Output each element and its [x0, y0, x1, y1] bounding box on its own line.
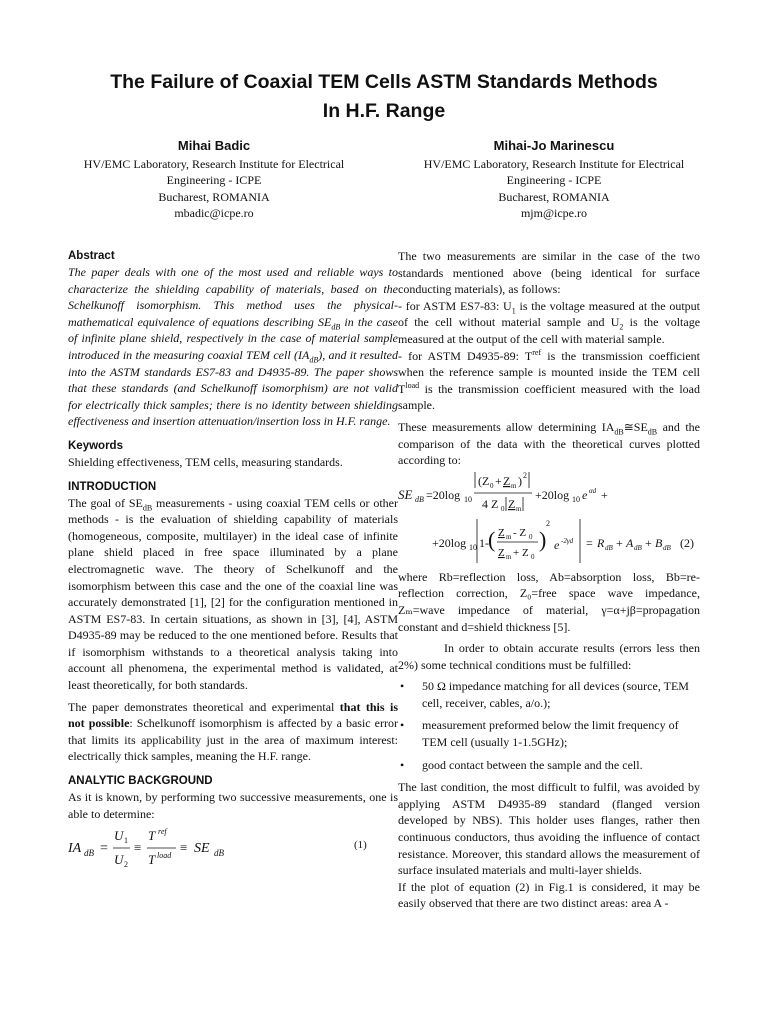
right-paragraph-7: The last condition, the most difficult to fulfil, was avoided by applying ASTM D4935-89 standard (flanged version developed by NBS). This holder uses flanges, rather then continuous conductors, thus avoiding the influence of contact resistance. Moreover, this standard allows the measurement of surface insulated materials and multi-layer shields.	[398, 780, 700, 878]
conditions-list	[398, 678, 700, 773]
svg-text:=20log: =20log	[426, 487, 461, 502]
svg-text:dB: dB	[634, 543, 642, 552]
svg-text:): )	[539, 526, 547, 552]
svg-text:+: +	[645, 535, 652, 550]
introduction-paragraph-1: The goal of $SE_{dB}$ measurements - using coaxial TEM cells or other methods - is the evaluation of shielding capability of materials (homogeneous, composite, multilayer) in the ideal case of infinite plane shield placed in free space illuminated by a plane electromagnetic wave. The theory of Schelkunoff and the isomorphism between this case and the one of the coaxial line was accurately demonstrated [1], [2] for the configuration mentioned in ASTM ES7-83. In certain situations, as shown in [3], [4], ASTM D4935-89 may be reduced to the one mentioned before. Results that if isomorphism withstands to a theoretical analysis taking into account all phenomena, the experimental method is validated, at least theoretically, for both standards.	[68, 495, 398, 693]
title-line-1: The Failure of Coaxial TEM Cells ASTM Standards Methods	[110, 71, 658, 93]
keywords-text: Shielding effectiveness, TEM cells, measuring standards.	[68, 454, 343, 469]
svg-text:≡: ≡	[180, 840, 188, 856]
svg-text:m: m	[516, 504, 522, 513]
svg-text:m: m	[506, 532, 512, 541]
svg-text:SE: SE	[398, 486, 413, 502]
svg-text:0: 0	[501, 504, 505, 513]
right-paragraph-3: - for ASTM D4935-89: $T^{ref}$ is the transmission coefficient when the reference sample is mounted inside the TEM cell $T^{load}$ is the transmission coefficient measured with the load sample.	[398, 347, 700, 413]
svg-text:m: m	[511, 481, 517, 490]
equation-1-number: (1)	[354, 839, 367, 852]
abstract-text: The paper deals with one of the most used and reliable ways to characterize the shielding capability of materials, based on the Schelkunoff isomorphism. This method uses the physical-mathematical equivalence of equations describing $SE_{dB}$ in the case of infinite plane shield, respectively in the case of material sample introduced in the measuring coaxial TEM cell $(IA_{dB})$, and it resulted into the ASTM standards ES7-83 and D4935-89. The paper shows that these standards (and Schelkunoff isomorphism) are not valid for electrically thick samples; there is no identity between shielding effectiveness and insertion attenuation/insertion loss in H.F. range.	[68, 265, 398, 429]
left-column	[68, 248, 398, 870]
svg-text:+20log: +20log	[432, 535, 467, 550]
svg-text:m: m	[506, 552, 512, 561]
paper-title	[60, 68, 708, 126]
author-affiliation: HV/EMC Laboratory, Research Institute for Electrical	[83, 157, 345, 171]
svg-text:dB: dB	[415, 494, 424, 504]
svg-text:Z: Z	[508, 496, 516, 511]
bullet-icon: •	[400, 679, 405, 694]
svg-text:0: 0	[531, 552, 535, 561]
equation-2-graphic	[398, 469, 700, 569]
svg-text:Z: Z	[498, 526, 505, 539]
introduction-paragraph-2: The paper demonstrates theoretical and experimental that this is not possible: Schelkunoff isomorphism is affected by a basic error that limits its applicability just in the area of maximum interest: electrically thick samples, meaning the H.F. range.	[68, 699, 398, 764]
svg-text:SE: SE	[194, 841, 210, 857]
introduction-heading: INTRODUCTION	[68, 480, 157, 493]
svg-text:2: 2	[546, 518, 550, 528]
author-affiliation-2: Engineering - ICPE	[166, 173, 262, 188]
svg-text:R: R	[597, 535, 605, 550]
svg-text:10: 10	[464, 494, 472, 504]
author-name: Mihai-Jo Marinescu	[493, 138, 615, 153]
svg-text:U: U	[114, 828, 124, 844]
svg-text:+: +	[495, 473, 502, 488]
svg-text:A: A	[626, 535, 634, 550]
author-email[interactable]: mbadic@icpe.ro	[174, 205, 254, 220]
right-paragraph-6: In order to obtain accurate results (errors less then 2%) some technical conditions must be fulfilled:	[398, 641, 700, 672]
bullet-icon: •	[400, 718, 405, 733]
svg-text:e: e	[554, 537, 560, 552]
list-item: • good contact between the sample and the cell.	[400, 757, 643, 772]
svg-text:B: B	[655, 535, 663, 550]
right-paragraph-4: These measurements allow determining $IA_{dB}≅SE_{dB}$ and the comparison of the data with the theoretical curves plotted according to:	[398, 419, 700, 468]
equation-2	[398, 469, 700, 569]
keywords-heading: Keywords	[68, 439, 123, 452]
author-affiliation: HV/EMC Laboratory, Research Institute for Electrical	[423, 157, 685, 171]
svg-text:dB: dB	[84, 848, 94, 859]
svg-text:4 Z: 4 Z	[482, 496, 499, 511]
svg-text:IA: IA	[68, 841, 82, 857]
author-email[interactable]: mjm@icpe.ro	[520, 205, 588, 220]
svg-text:-2γd: -2γd	[561, 536, 574, 545]
svg-text:0: 0	[490, 481, 494, 490]
svg-text:load: load	[157, 851, 172, 861]
svg-text:=: =	[100, 841, 108, 857]
author-block-2	[394, 136, 714, 221]
analytic-paragraph: As it is known, by performing two successive measurements, one is able to determine:	[68, 790, 398, 821]
equation-1	[68, 822, 398, 870]
equation-1-graphic	[68, 822, 398, 870]
svg-text:+: +	[601, 487, 608, 502]
svg-text:dB: dB	[663, 543, 671, 552]
svg-text:2: 2	[124, 860, 128, 870]
author-city: Bucharest, ROMANIA	[158, 189, 270, 204]
svg-text:=: =	[586, 535, 593, 550]
right-paragraph-8: If the plot of equation (2) in Fig.1 is considered, it may be easily observed that there are two distinct areas: area A -	[398, 879, 700, 911]
svg-text:+ Z: + Z	[513, 546, 529, 559]
svg-text:e: e	[582, 487, 588, 502]
svg-text:2: 2	[523, 470, 527, 480]
svg-text:≡: ≡	[134, 840, 142, 856]
right-paragraph-5: where Rb=reflection loss, Ab=absorption loss, Bb=re-reflection correction, Z₀=free space wave impedance, Zₘ=wave impedance of material, γ=α+jβ=propagation constant and d=shield thickness [5].	[398, 569, 700, 634]
right-column	[398, 248, 700, 912]
svg-text:T: T	[148, 852, 156, 868]
svg-text:1: 1	[124, 836, 128, 846]
svg-text:0: 0	[529, 532, 533, 541]
author-block-1	[54, 136, 374, 221]
author-city: Bucharest, ROMANIA	[498, 189, 610, 204]
svg-text:+20log: +20log	[535, 487, 570, 502]
svg-text:(: (	[488, 526, 496, 552]
svg-text:(Z: (Z	[478, 473, 490, 488]
svg-text:10: 10	[469, 542, 477, 552]
bullet-icon: •	[400, 757, 405, 772]
list-item: • 50 Ω impedance matching for all devices (source, TEM cell, receiver, cables, a/o.);	[400, 679, 689, 710]
svg-text:U: U	[114, 852, 124, 868]
svg-text:): )	[518, 473, 522, 488]
svg-text:1-: 1-	[479, 535, 489, 550]
svg-text:10: 10	[572, 494, 580, 504]
analytic-heading: ANALYTIC BACKGROUND	[68, 775, 213, 788]
right-paragraph-2: - for ASTM ES7-83: $U_1$ is the voltage measured at the output of the cell without material sample and $U_2$ is the voltage measured at the output of the cell with material sample.	[398, 298, 701, 346]
author-name: Mihai Badic	[177, 138, 251, 153]
svg-text:ref: ref	[158, 827, 167, 837]
right-paragraph-1: The two measurements are similar in the case of the two standards mentioned above (being identical for surface conducting materials), as follows:	[398, 249, 700, 297]
svg-text:dB: dB	[605, 543, 613, 552]
title-line-2: In H.F. Range	[322, 100, 446, 122]
author-affiliation-2: Engineering - ICPE	[506, 173, 602, 188]
list-item: • measurement preformed below the limit frequency of TEM cell (usually 1-1.5GHz);	[400, 718, 679, 750]
svg-text:Z: Z	[503, 473, 511, 488]
svg-text:- Z: - Z	[513, 526, 527, 539]
svg-text:dB: dB	[214, 848, 224, 859]
abstract-heading: Abstract	[68, 250, 115, 262]
svg-text:Z: Z	[498, 546, 505, 559]
svg-text:T: T	[148, 828, 156, 844]
svg-text:αd: αd	[589, 486, 597, 495]
svg-text:+: +	[616, 535, 623, 550]
equation-2-number: (2)	[680, 535, 694, 550]
